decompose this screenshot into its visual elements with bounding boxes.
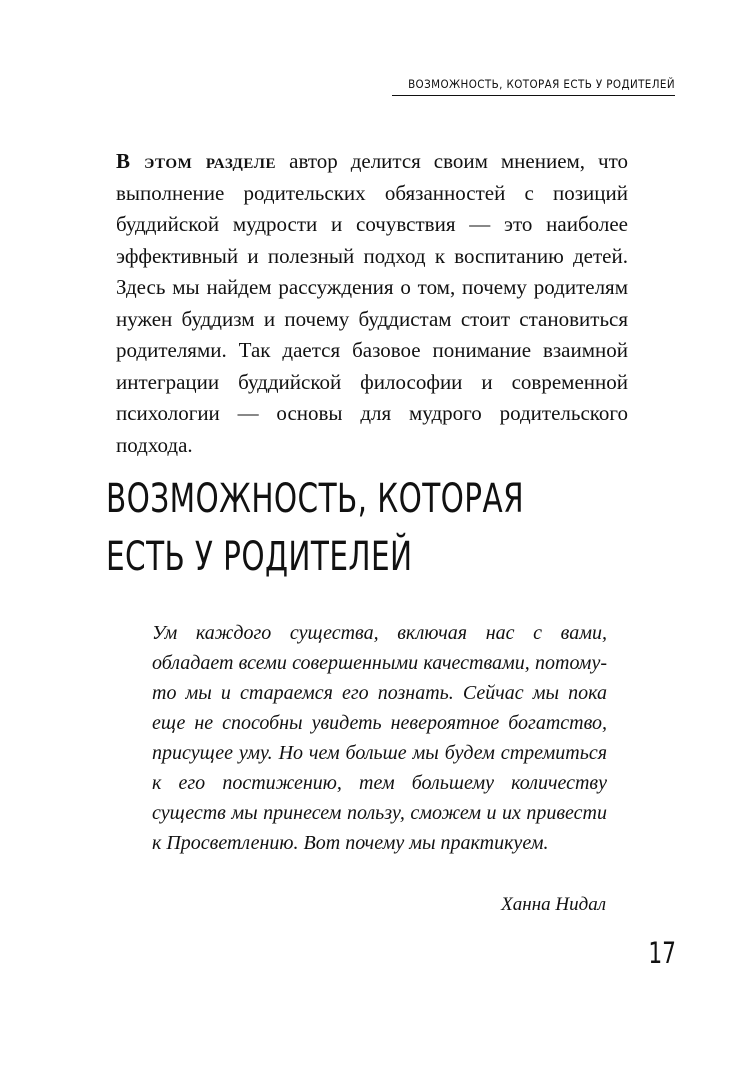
header-rule	[392, 95, 675, 96]
running-header: ВОЗМОЖНОСТЬ, КОТОРАЯ ЕСТЬ У РОДИТЕЛЕЙ	[408, 77, 675, 91]
chapter-title-line-2: ЕСТЬ У РОДИТЕЛЕЙ	[106, 534, 413, 580]
epigraph-author: Ханна Нидал	[501, 894, 606, 915]
chapter-title	[106, 470, 565, 586]
section-intro-paragraph	[116, 146, 628, 461]
chapter-title-line-1: ВОЗМОЖНОСТЬ, КОТОРАЯ	[106, 476, 524, 522]
epigraph-quote: Ум каждого существа, включая нас с вами, обладает всеми совершенными качествами, потому-то мы и стараемся его познать. Сейчас мы пока еще не способны увидеть невероятное богатство, присущее уму. Но чем больше мы будем стремиться к его постижению, тем большему количеству существ мы принесем пользу, сможем и их привести к Просветлению. Вот почему мы практикуем.	[152, 622, 607, 854]
intro-body-text: автор делится своим мнением, что выполнение родительских обязанностей с позиций буддийской мудрости и сочувствия — это наиболее эффективный и полезный подход к воспитанию детей. Здесь мы найдем рассуждения о том, почему родителям нужен буддизм и почему буддистам стоит становиться родителями. Так дается базовое понимание взаимной интеграции буддийской философии и современной психологии — основы для мудрого родительского подхода.	[116, 149, 628, 457]
page-number: 17	[648, 936, 676, 970]
intro-lead-words: В этом разделе	[116, 149, 277, 173]
